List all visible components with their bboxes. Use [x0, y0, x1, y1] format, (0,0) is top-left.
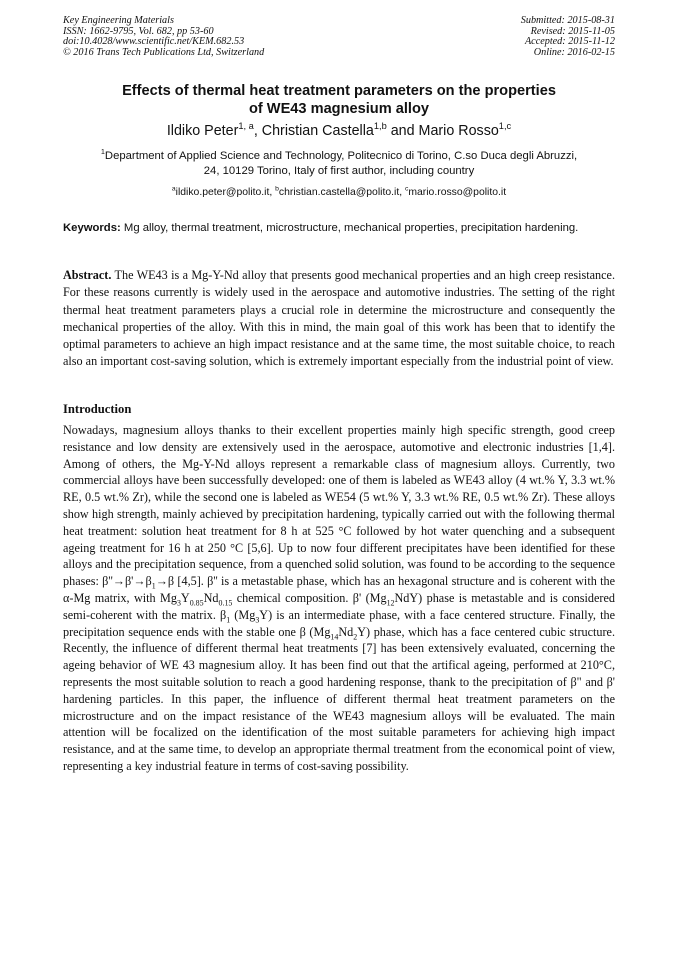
author-3-sup: 1,c	[498, 121, 512, 132]
email-b-sup: b	[275, 185, 279, 193]
author-3-name: Mario Rosso	[418, 123, 499, 139]
intro-text: Y	[180, 590, 190, 605]
intro-text: Nd	[338, 624, 354, 639]
title-line-1: Effects of thermal heat treatment parameters on the properties	[122, 83, 556, 99]
email-c-sup: c	[404, 185, 409, 193]
subscript: 14	[330, 632, 339, 641]
subscript: 2	[353, 632, 358, 641]
subscript: 3	[255, 615, 260, 625]
abstract	[63, 267, 615, 371]
intro-text: →β [4,5]. β'' is a metastable phase, which has an hexagonal structure and is coherent with the α-Mg matrix, with Mg	[63, 574, 615, 605]
journal-doi: doi:10.4028/www.scientific.net/KEM.682.53	[63, 36, 245, 48]
journal-issn: ISSN: 1662-9795, Vol. 682, pp 53-60	[63, 25, 214, 37]
author-1-sup: 1, a	[238, 121, 254, 132]
subscript: 0.85	[189, 598, 204, 608]
intro-text: Nowadays, magnesium alloys thanks to their excellent properties mainly high specific strength, good creep resistance and low density are extensively used in the aerospace, automotive and electronic industries [1,4]. Among of others, the Mg-Y-Nd alloys represent a remarkable class of magnesium alloys. Currently, two commercial alloys have been successfully developed: one of them is labeled as WE43 alloy (4 wt.% Y, 3.3 wt.% RE, 0.5 wt.% Zr), while the second one is labeled as WE54 (5 wt.% Y, 3.3 wt.% RE, 0.5 wt.% Zr). These alloys show high strength, mainly achieved by precipitation hardening, typically carried out with the following thermal heat treatment: solution heat treatment for 8 h at 525 °C followed by hot water quenching and a subsequent ageing treatment for 16 h at 250 °C [5,6]. Up to now four different precipitates have been identified for these alloys and the precipitation sequence, from a quenched solid solution, was found to be according to the sequence phases: β''→β'→β	[63, 423, 615, 589]
date-online: Online: 2016-02-15	[533, 46, 615, 58]
title-line-2: of WE43 magnesium alloy	[248, 101, 430, 117]
email-b: christian.castella@polito.it,	[278, 187, 405, 198]
submission-dates	[395, 16, 615, 58]
email-c: mario.rosso@polito.it	[408, 187, 507, 198]
author-separator: and	[386, 123, 419, 139]
affiliation-line-2: 24, 10129 Torino, Italy of first author, including country	[203, 165, 475, 177]
intro-text: chemical composition. β' (Mg	[232, 590, 387, 605]
date-revised: Revised: 2015-11-05	[530, 25, 615, 37]
affiliation	[63, 149, 615, 179]
intro-text: Nd	[203, 590, 219, 605]
journal-info	[63, 16, 363, 58]
subscript: 12	[386, 598, 395, 608]
date-submitted: Submitted: 2015-08-31	[520, 15, 615, 26]
author-emails	[63, 186, 615, 199]
journal-name: Key Engineering Materials	[63, 15, 174, 26]
affiliation-sup: 1	[100, 147, 105, 157]
author-1-name: Ildiko Peter	[166, 123, 239, 139]
email-a-sup: a	[171, 185, 176, 193]
introduction-body	[63, 422, 615, 775]
intro-text: Y) is an intermediate phase, with a face centered structure. Finally, the precipitation sequence ends with the stable one β (Mg	[63, 607, 615, 639]
subscript: 0.15	[218, 598, 233, 608]
subscript: 1	[151, 581, 156, 591]
author-list	[63, 123, 615, 140]
subscript: 3	[176, 598, 181, 608]
keywords-label: Keywords:	[63, 222, 121, 234]
abstract-label: Abstract.	[63, 268, 112, 282]
subscript: 1	[226, 615, 231, 625]
paper-title	[63, 82, 615, 118]
author-2-name: Christian Castella	[261, 123, 374, 139]
affiliation-line-1: Department of Applied Science and Technology, Politecnico di Torino, C.so Duca degli Abruzzi,	[104, 150, 578, 162]
intro-text: NdY) phase is metastable and is considered semi-coherent with the matrix. β	[63, 590, 615, 622]
intro-text: (Mg	[230, 607, 256, 622]
date-accepted: Accepted: 2015-11-12	[524, 36, 615, 48]
journal-copyright: © 2016 Trans Tech Publications Ltd, Switzerland	[63, 46, 265, 58]
keywords	[63, 221, 615, 237]
email-a: ildiko.peter@polito.it,	[175, 187, 276, 198]
keywords-text: Mg alloy, thermal treatment, microstructure, mechanical properties, precipitation hardening.	[120, 222, 579, 234]
author-separator: ,	[253, 123, 262, 139]
section-heading-introduction: Introduction	[63, 402, 132, 416]
abstract-text: The WE43 is a Mg-Y-Nd alloy that presents good mechanical properties and an high creep resistance. For these reasons currently is widely used in the aerospace and automotive industries. The setting of the right thermal heat treatment parameters plays a crucial role in determine the microstructure and consequently the mechanical properties of the alloy. With this in mind, the main goal of this work has been that to identify the optimal parameters to achieve an high impact resistance and at the same time, the most suitable choice, to reach also an important cost-saving solution, which is extremely important especially from the industrial point of view.	[63, 268, 615, 369]
intro-text: Y) phase, which has a face centered cubic structure. Recently, the influence of different thermal heat treatments [7] has been extensively evaluated, concerning the ageing behavior of WE 43 magnesium alloy. It has been find out that the artifical ageing, performed at 210°C, represents the most suitable solution to reach a good hardening response, thank to the precipitation of β" and β' hardening particles. In this paper, the influence of different thermal heat treatment parameters on the microstructure and on the impact resistance of the WE43 magnesium alloys will be evaluated. The main attention will be focalized on the identification of the most suitable parameters for achieving high impact resistance, and at the same time, to develop an appropriate thermal treatment from the economical point of view, representing a key industrial feature in terms of cost-saving possibility.	[63, 624, 615, 773]
author-2-sup: 1,b	[373, 121, 387, 132]
